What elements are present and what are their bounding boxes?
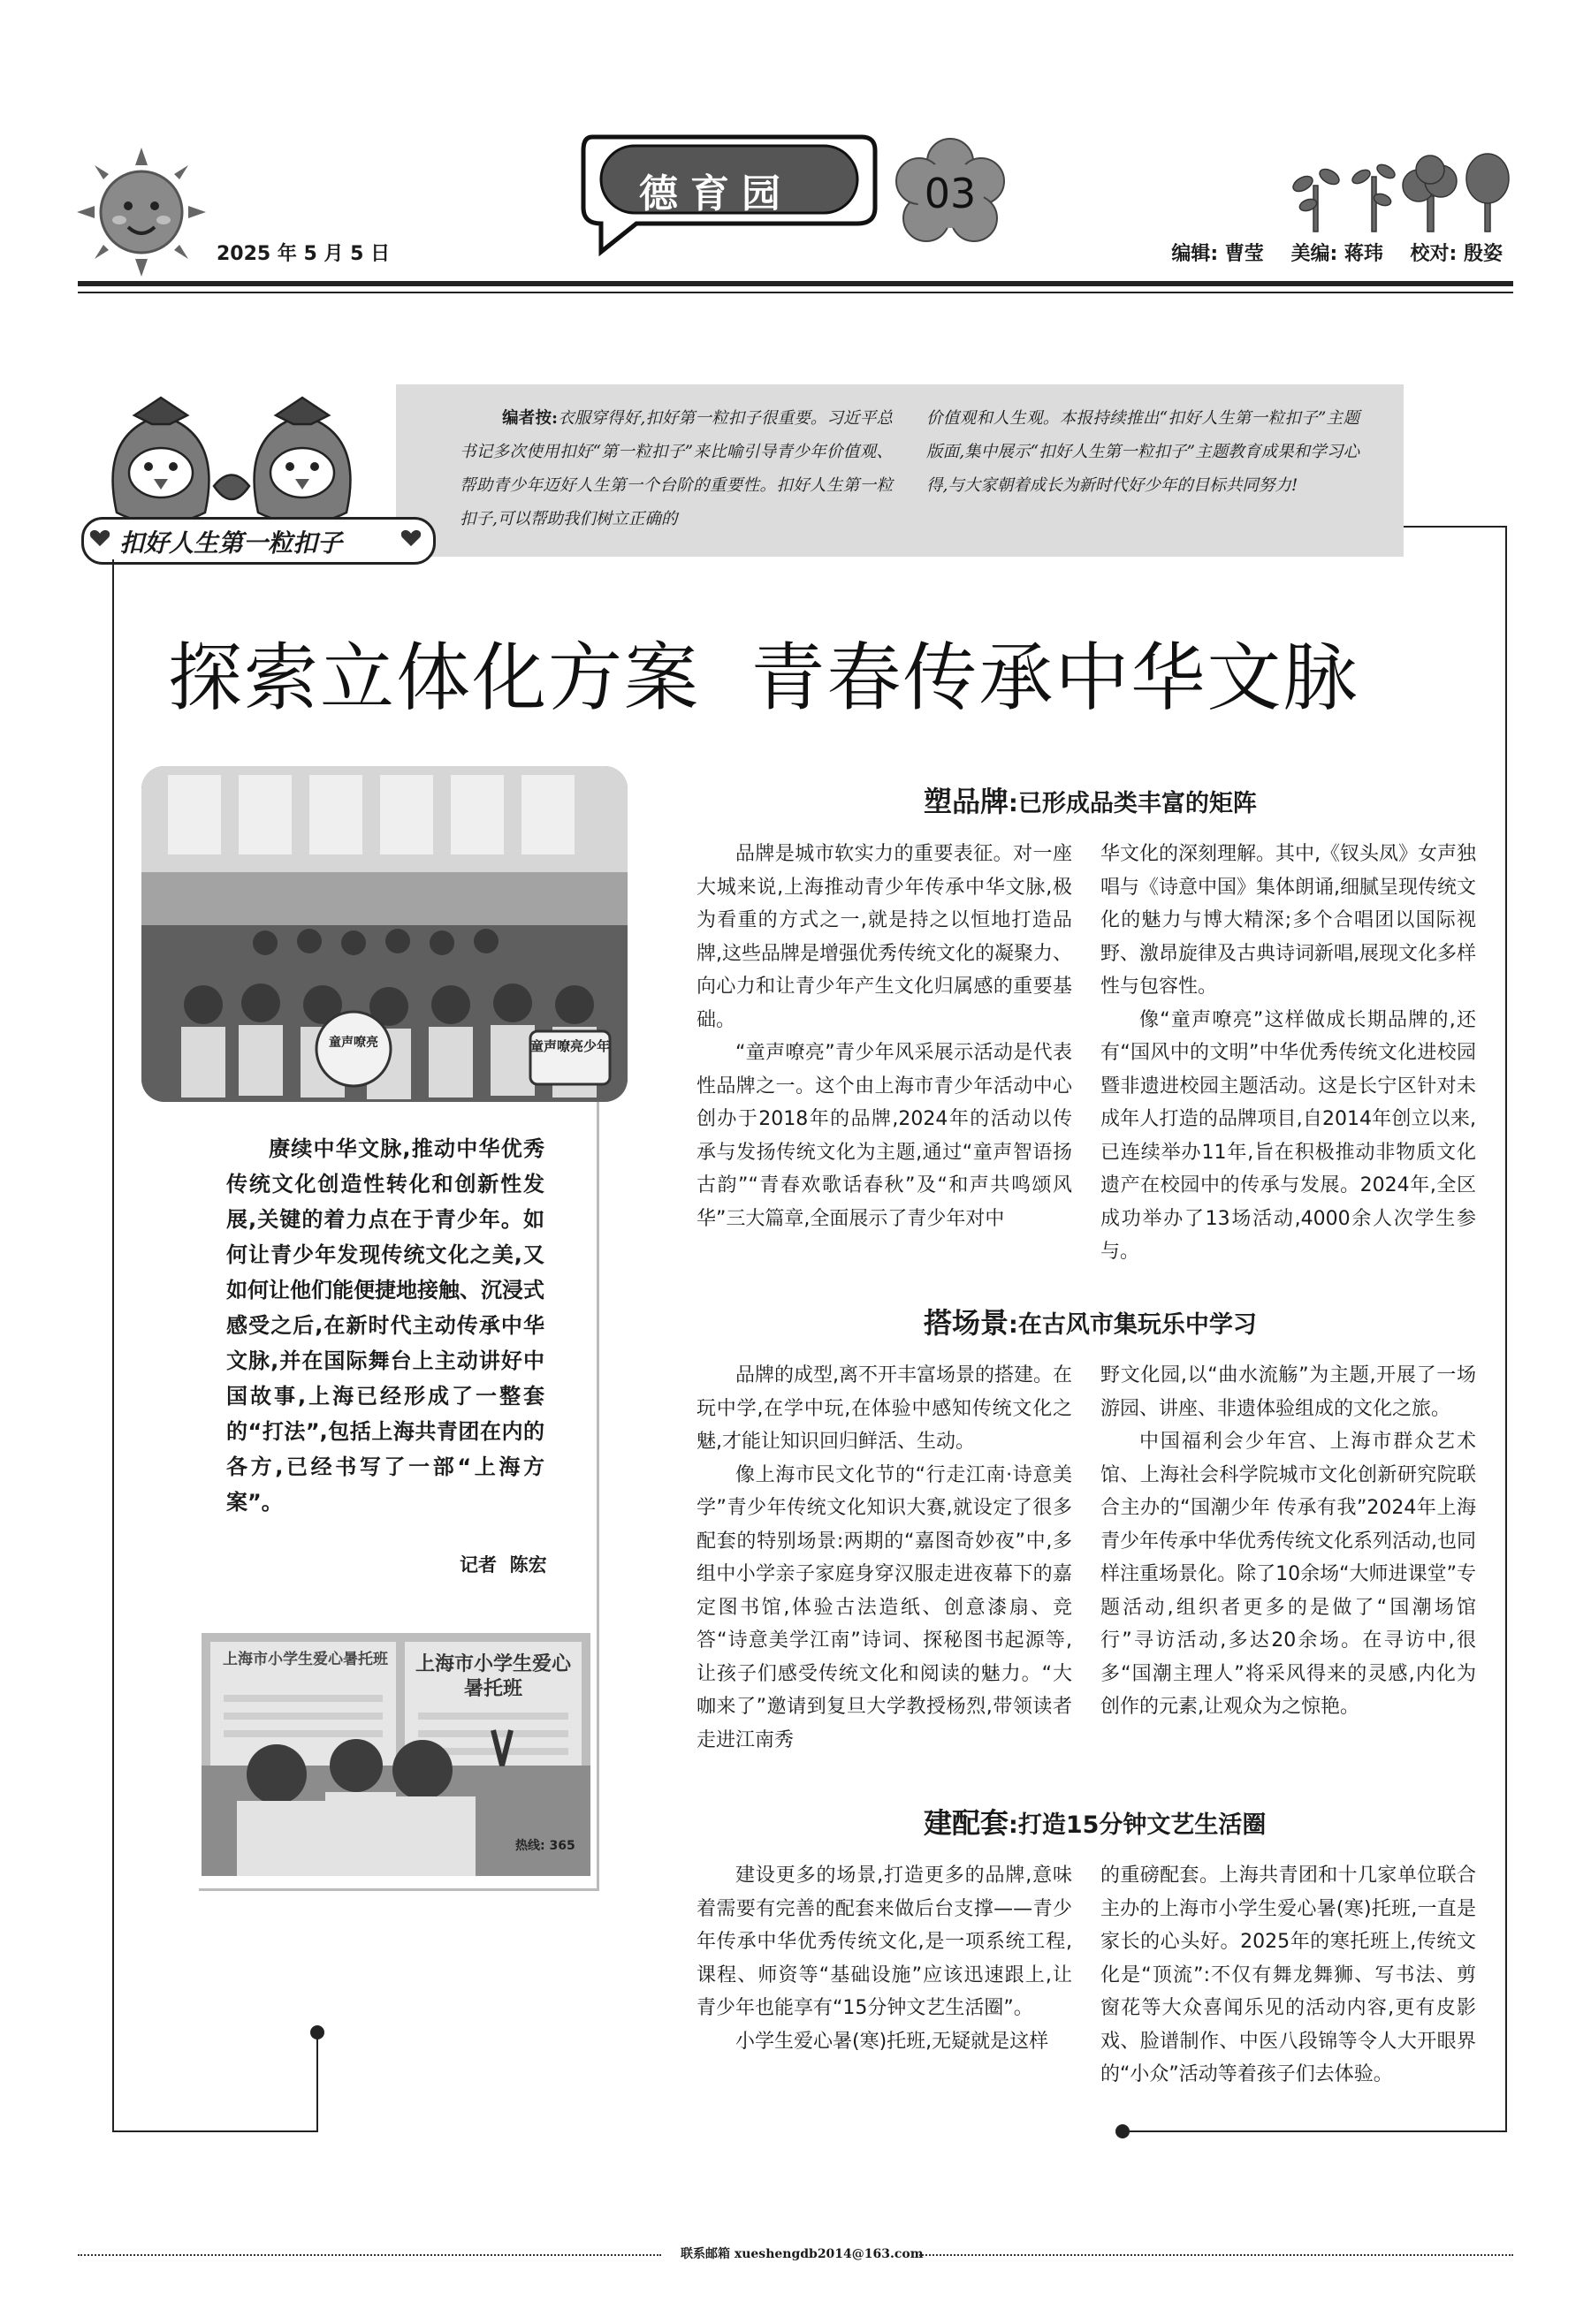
end-dot [1115, 2124, 1130, 2138]
footer-email: 联系邮箱 xueshengdb2014@163.com [681, 2247, 924, 2261]
photo-summer-camp [202, 1633, 590, 1876]
editor-note-label: 编者按: [502, 409, 558, 428]
trees-decoration-icon [1290, 150, 1511, 234]
section-scene-col-right [1100, 1359, 1476, 1724]
photo-students-classroom [141, 766, 628, 1102]
connector-line [316, 2032, 318, 2132]
section-colon: : [1009, 1811, 1018, 1839]
page-number: 03 [924, 170, 977, 217]
section-key-scene: 搭场景 [924, 1306, 1009, 1340]
section-brand-col-left [697, 838, 1072, 1235]
section-support-col-left [697, 1859, 1072, 2058]
issue-date: 2025 年 5 月 5 日 [217, 243, 391, 265]
frame-bottom-right-line [1123, 2130, 1507, 2132]
editor-note-text-1: 衣服穿得好,扣好第一粒扣子很重要。习近平总书记多次使用扣好“第一粒扣子”来比喻引导青少年价值观、帮助青少年迈好人生第一个台阶的重要性。扣好人生第一粒扣子,可以帮助我们树立正确的 [460, 409, 893, 528]
paragraph: 的重磅配套。上海共青团和十几家单位联合主办的上海市小学生爱心暑(寒)托班,一直是家长的心头好。2025年的寒托班上,传统文化是“顶流”:不仅有舞龙舞狮、写书法、剪窗花等大众喜闻乐见的活动内容,更有皮影戏、脸谱制作、中医八段锦等令人大开眼界的“小众”活动等着孩子们去体验。 [1100, 1865, 1476, 2085]
section-scene-col-left [697, 1359, 1072, 1757]
section-heading-support [924, 1801, 1266, 1842]
connector-dot [310, 2025, 324, 2039]
camp-banner-subtitle: 上海市小学生爱心暑托班 [415, 1653, 571, 1700]
sun-mascot-icon [75, 146, 208, 278]
header-rule-thin [78, 292, 1513, 293]
frame-right-line [1505, 526, 1507, 2132]
paragraph: 建设更多的场景,打造更多的品牌,意味着需要有完善的配套来做后台支撑——青少年传承中华优秀传统文化,是一项系统工程,课程、师资等“基础设施”应该迅速跟上,让青少年也能享有“15分钟文艺生活圈”。 [697, 1865, 1072, 2019]
section-colon: : [1009, 1311, 1018, 1339]
lead-text: 赓续中华文脉,推动中华优秀传统文化创造性转化和创新性发展,关键的着力点在于青少年。如何让青少年发现传统文化之美,又如何让他们能便捷地接触、沉浸式感受之后,在新时代主动传承中华文脉,并在国际舞台上主动讲好中国故事,上海已经形成了一整套的“打法”,包括上海共青团在内的各方,已经书写了一部“上海方案”。 [226, 1136, 544, 1515]
frame-right-top-line [1404, 526, 1507, 528]
paragraph: 像上海市民文化节的“行走江南·诗意美学”青少年传统文化知识大赛,就设定了很多配套的特别场景:两期的“嘉图奇妙夜”中,多组中小学亲子家庭身穿汉服走进夜幕下的嘉定图书馆,体验古法造纸、创意漆扇、竞答“诗意美学江南”诗词、探秘图书起源等,让孩子们感受传统文化和阅读的魅力。“大咖来了”邀请到复旦大学教授杨烈,带领读者走进江南秀 [697, 1463, 1072, 1751]
paragraph: 中国福利会少年宫、上海市群众艺术馆、上海社会科学院城市文化创新研究院联合主办的“国潮少年 传承有我”2024年上海青少年传承中华优秀传统文化系列活动,也同样注重场景化。除了10余场“大师进课堂”专题活动,组织者更多的是做了“国潮场馆行”寻访活动,多达20余场。在寻访中,很多“国潮主理人”将采风得来的灵感,内化为创作的元素,让观众为之惊艳。 [1100, 1431, 1476, 1718]
photo-sign-1-visible: 童声嘹亮 [329, 1036, 378, 1050]
section-title: 德育园 [639, 171, 793, 216]
footer-dotted-line-right [919, 2254, 1513, 2256]
heart-icon-right [400, 527, 422, 550]
paragraph: 小学生爱心暑(寒)托班,无疑就是这样 [735, 2030, 1049, 2053]
section-heading-brand [924, 779, 1257, 820]
section-subtitle-scene: 在古风市集玩乐中学习 [1017, 1311, 1257, 1339]
credits: 编辑: 曹莹 美编: 蒋玮 校对: 殷姿 [1171, 243, 1503, 265]
byline: 记者 陈宏 [460, 1554, 547, 1576]
paragraph: “童声嘹亮”青少年风采展示活动是代表性品牌之一。这个由上海市青少年活动中心创办于2018年的品牌,2024年的活动以传承与发扬传统文化为主题,通过“童声智语扬古韵”“青春欢歌话春秋”及“和声共鸣颂风华”三大篇章,全面展示了青少年对中 [697, 1042, 1072, 1230]
headline: 探索立体化方案 青春传承中华文脉 [168, 634, 1359, 721]
header-rule [78, 281, 1513, 286]
column-tag: 扣好人生第一粒扣子 [119, 528, 343, 558]
section-support-col-right [1100, 1859, 1476, 2092]
editor-note-col2: 价值观和人生观。本报持续推出“扣好人生第一粒扣子”主题版面,集中展示“扣好人生第一粒扣子”主题教育成果和学习心得,与大家朝着成长为新时代好少年的目标共同努力! [926, 409, 1359, 495]
section-key-brand: 塑品牌 [924, 785, 1009, 818]
section-subtitle-support: 打造15分钟文艺生活圈 [1017, 1811, 1267, 1839]
paragraph: 野文化园,以“曲水流觞”为主题,开展了一场游园、讲座、非遗体验组成的文化之旅。 [1100, 1364, 1476, 1420]
frame-left-line [112, 559, 114, 2132]
section-key-support: 建配套 [924, 1806, 1009, 1840]
section-brand-col-right [1100, 838, 1476, 1269]
masthead [0, 0, 1591, 305]
camp-hotline: 热线: 365 [515, 1839, 575, 1853]
section-colon: : [1009, 790, 1018, 817]
camp-banner-title: 上海市小学生爱心暑托班 [223, 1651, 388, 1668]
editor-note-col1 [460, 402, 893, 536]
section-heading-scene [924, 1301, 1257, 1341]
photo-sign-2: 童声嘹亮少年 [530, 1038, 611, 1054]
heart-icon [88, 527, 111, 550]
frame-bottom-left-line [112, 2130, 318, 2132]
paragraph: 华文化的深刻理解。其中,《钗头凤》女声独唱与《诗意中国》集体朗诵,细腻呈现传统文化的魅力与博大精深;多个合唱团以国际视野、激昂旋律及古典诗词新唱,展现文化多样性与包容性。 [1100, 843, 1476, 998]
paragraph: 品牌的成型,离不开丰富场景的搭建。在玩中学,在学中玩,在体验中感知传统文化之魅,才能让知识回归鲜活、生动。 [697, 1364, 1072, 1453]
strawberry-mascots-icon [81, 380, 400, 539]
section-subtitle-brand: 已形成品类丰富的矩阵 [1017, 790, 1257, 817]
footer-dotted-line-left [78, 2254, 661, 2256]
paragraph: 品牌是城市软实力的重要表征。对一座大城来说,上海推动青少年传承中华文脉,极为看重的方式之一,就是持之以恒地打造品牌,这些品牌是增强优秀传统文化的凝聚力、向心力和让青少年产生文化归属感的重要基础。 [697, 843, 1072, 1031]
paragraph: 像“童声嘹亮”这样做成长期品牌的,还有“国风中的文明”中华优秀传统文化进校园暨非遗进校园主题活动。这是长宁区针对未成年人打造的品牌项目,自2014年创立以来,已连续举办11年,旨在积极推动非物质文化遗产在校园中的传承与发展。2024年,全区成功举办了13场活动,4000余人次学生参与。 [1100, 1008, 1476, 1263]
